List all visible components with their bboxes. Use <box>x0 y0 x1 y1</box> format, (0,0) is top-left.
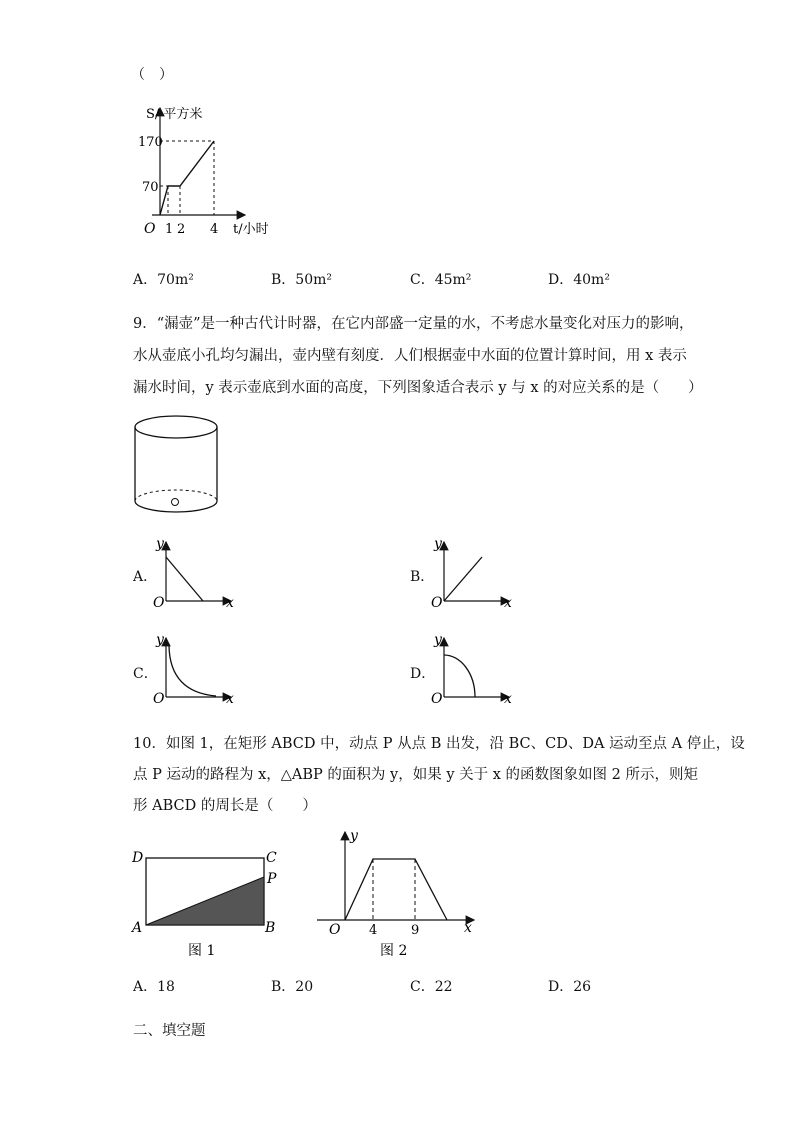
svg-text:C: C <box>266 850 277 866</box>
svg-text:x: x <box>464 920 472 936</box>
svg-text:x: x <box>504 691 512 707</box>
figure-2-caption: 图 2 <box>380 943 408 959</box>
svg-text:x: x <box>504 595 512 611</box>
figure-1-caption: 图 1 <box>188 943 216 959</box>
q8-figure <box>130 100 290 245</box>
svg-text:70: 70 <box>142 180 159 195</box>
answer-paren: （ ） <box>131 67 173 83</box>
svg-text:y: y <box>350 828 358 844</box>
section-title: 二、填空题 <box>133 1023 206 1039</box>
area-function-line <box>345 859 447 920</box>
q10-figure-1 <box>128 845 288 963</box>
cylinder-figure <box>130 414 222 518</box>
area-line <box>160 141 214 215</box>
svg-text:O: O <box>431 691 443 707</box>
svg-text:B: B <box>265 920 276 936</box>
svg-text:170: 170 <box>138 135 163 150</box>
svg-text:2: 2 <box>177 222 186 237</box>
q9-option-a-graph <box>148 536 240 612</box>
q9-option-b-label: B． <box>410 569 435 585</box>
q10-line-1: 10．如图 1，在矩形 ABCD 中，动点 P 从点 B 出发，沿 BC、CD、DA 运动至点 A 停止，设 <box>133 736 745 752</box>
svg-text:y: y <box>434 536 442 552</box>
q9-option-d-graph <box>426 632 518 708</box>
q9-line-3: 漏水时间，y 表示壶底到水面的高度，下列图象适合表示 y 与 x 的对应关系的是（ ） <box>133 380 703 396</box>
svg-text:x: x <box>226 595 234 611</box>
triangle-abp <box>146 877 264 925</box>
q9-line-2: 水从壶底小孔均匀漏出，壶内壁有刻度．人们根据壶中水面的位置计算时间，用 x 表示 <box>133 348 687 364</box>
svg-text:y: y <box>156 536 164 552</box>
x-axis-label: t/小时 <box>233 222 269 237</box>
svg-text:O: O <box>144 221 156 237</box>
svg-text:4: 4 <box>210 222 219 237</box>
svg-text:9: 9 <box>411 923 420 938</box>
svg-text:D: D <box>132 850 144 866</box>
svg-text:O: O <box>431 595 443 611</box>
q10-figure-2 <box>312 826 482 963</box>
q9-option-c-graph <box>148 632 240 708</box>
svg-text:O: O <box>329 922 341 938</box>
q9-option-a-label: A． <box>133 569 158 585</box>
svg-text:A: A <box>132 920 143 936</box>
q9-line-1: 9．“漏壶”是一种古代计时器，在它内部盛一定量的水，不考虑水量变化对压力的影响， <box>133 316 694 332</box>
svg-text:O: O <box>153 691 165 707</box>
q9-option-d-label: D． <box>410 666 436 682</box>
svg-text:1: 1 <box>165 222 174 237</box>
svg-text:y: y <box>434 632 442 648</box>
drain-hole <box>172 499 179 506</box>
q9-option-b-graph <box>426 536 518 612</box>
q10-line-3: 形 ABCD 的周长是（ ） <box>133 798 317 814</box>
svg-text:x: x <box>226 691 234 707</box>
svg-text:P: P <box>267 871 277 887</box>
svg-text:4: 4 <box>369 923 378 938</box>
q10-line-2: 点 P 运动的路程为 x，△ABP 的面积为 y，如果 y 关于 x 的函数图象如图 2 所示，则矩 <box>133 767 698 783</box>
svg-text:y: y <box>156 632 164 648</box>
q9-option-c-label: C． <box>133 666 158 682</box>
svg-text:O: O <box>153 595 165 611</box>
y-axis-label: S/ 平方米 <box>146 107 203 122</box>
